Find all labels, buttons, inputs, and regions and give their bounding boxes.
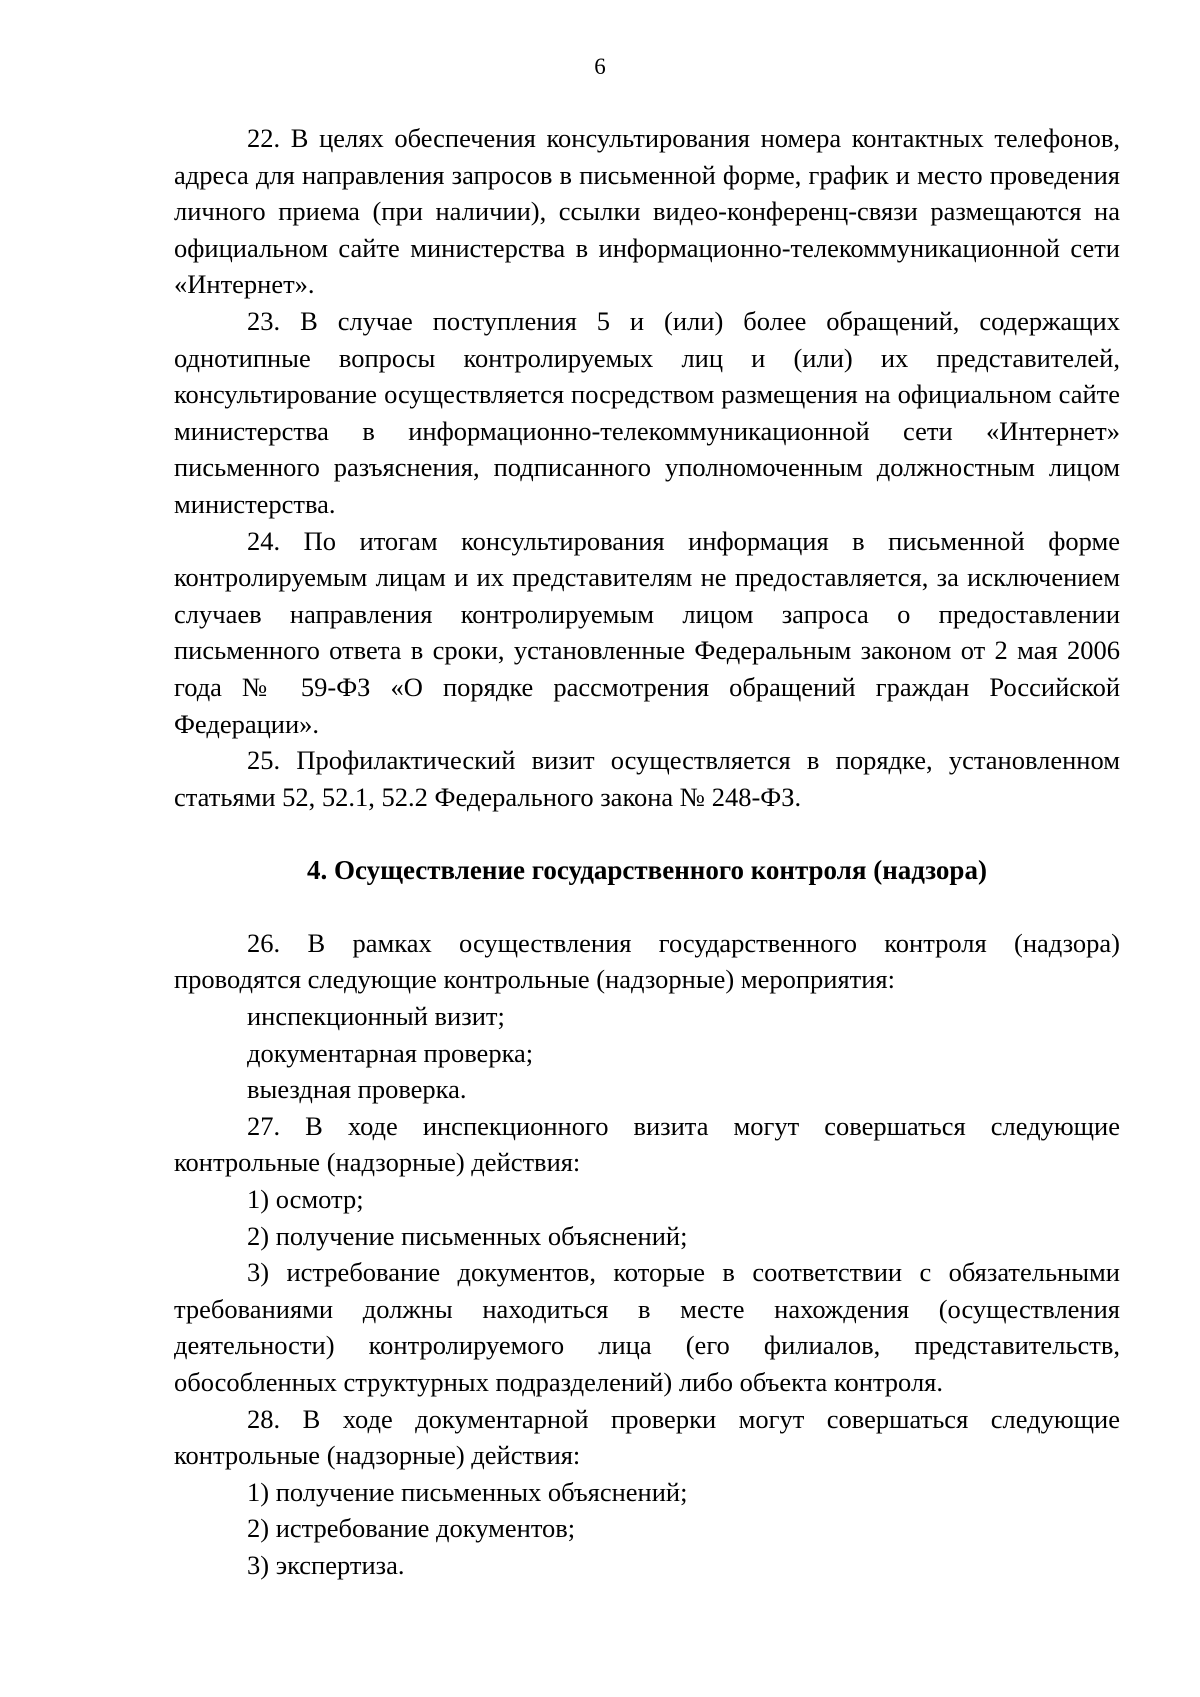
list-item: инспекционный визит; xyxy=(247,1001,505,1032)
list-item: 1) осмотр; xyxy=(247,1184,364,1215)
list-item: 3) экспертиза. xyxy=(247,1549,405,1580)
paragraph-24: 24. По итогам консультирования информация в письменной форме контролируемым лицам и их представителям не предоставляется, за исключением случаев направления контролируемым лицом запроса о предоставлении письменного ответа в сроки, установленные Федеральным законом от 2 мая 2006 года № 59-ФЗ «О порядке рассмотрения обращений граждан Российской Федерации». xyxy=(174,525,1120,739)
paragraph-28: 28. В ходе документарной проверки могут совершаться следующие контрольные (надзорные) действия: xyxy=(174,1403,1120,1471)
paragraph-22: 22. В целях обеспечения консультирования номера контактных телефонов, адреса для направления запросов в письменной форме, график и место проведения личного приема (при наличии), ссылки видео-конференц-связи размещаются на официальном сайте министерства в информационно-телекоммуникационной сети «Интернет». xyxy=(174,123,1120,300)
list-item: документарная проверка; xyxy=(247,1037,534,1068)
paragraph-26: 26. В рамках осуществления государственного контроля (надзора) проводятся следующие контрольные (надзорные) мероприятия: xyxy=(174,927,1120,995)
paragraph-25: 25. Профилактический визит осуществляется в порядке, установленном статьями 52, 52.1, 52.2 Федерального закона № 248-ФЗ. xyxy=(174,745,1120,812)
page-body xyxy=(174,120,1120,1584)
list-item: 2) получение письменных объяснений; xyxy=(247,1220,688,1251)
paragraph-23: 23. В случае поступления 5 и (или) более обращений, содержащих однотипные вопросы контролируемых лиц и (или) их представителей, консультирование осуществляется посредством размещения на официальном сайте министерства в информационно-телекоммуникационной сети «Интернет» письменного разъяснения, подписанного уполномоченным должностным лицом министерства. xyxy=(174,305,1120,519)
list-item: выездная проверка. xyxy=(247,1074,467,1105)
list-item: 2) истребование документов; xyxy=(247,1513,576,1544)
paragraph-27-item-3: 3) истребование документов, которые в соответствии с обязательными требованиями должны находиться в месте нахождения (осуществления деятельности) контролируемого лица (его филиалов, представительств, обособленных структурных подразделений) либо объекта контроля. xyxy=(174,1257,1120,1397)
list-item: 1) получение письменных объяснений; xyxy=(247,1476,688,1507)
page-number: 6 xyxy=(594,54,606,79)
section-heading: 4. Осуществление государственного контроля (надзора) xyxy=(307,855,987,886)
paragraph-27: 27. В ходе инспекционного визита могут совершаться следующие контрольные (надзорные) действия: xyxy=(174,1110,1120,1178)
